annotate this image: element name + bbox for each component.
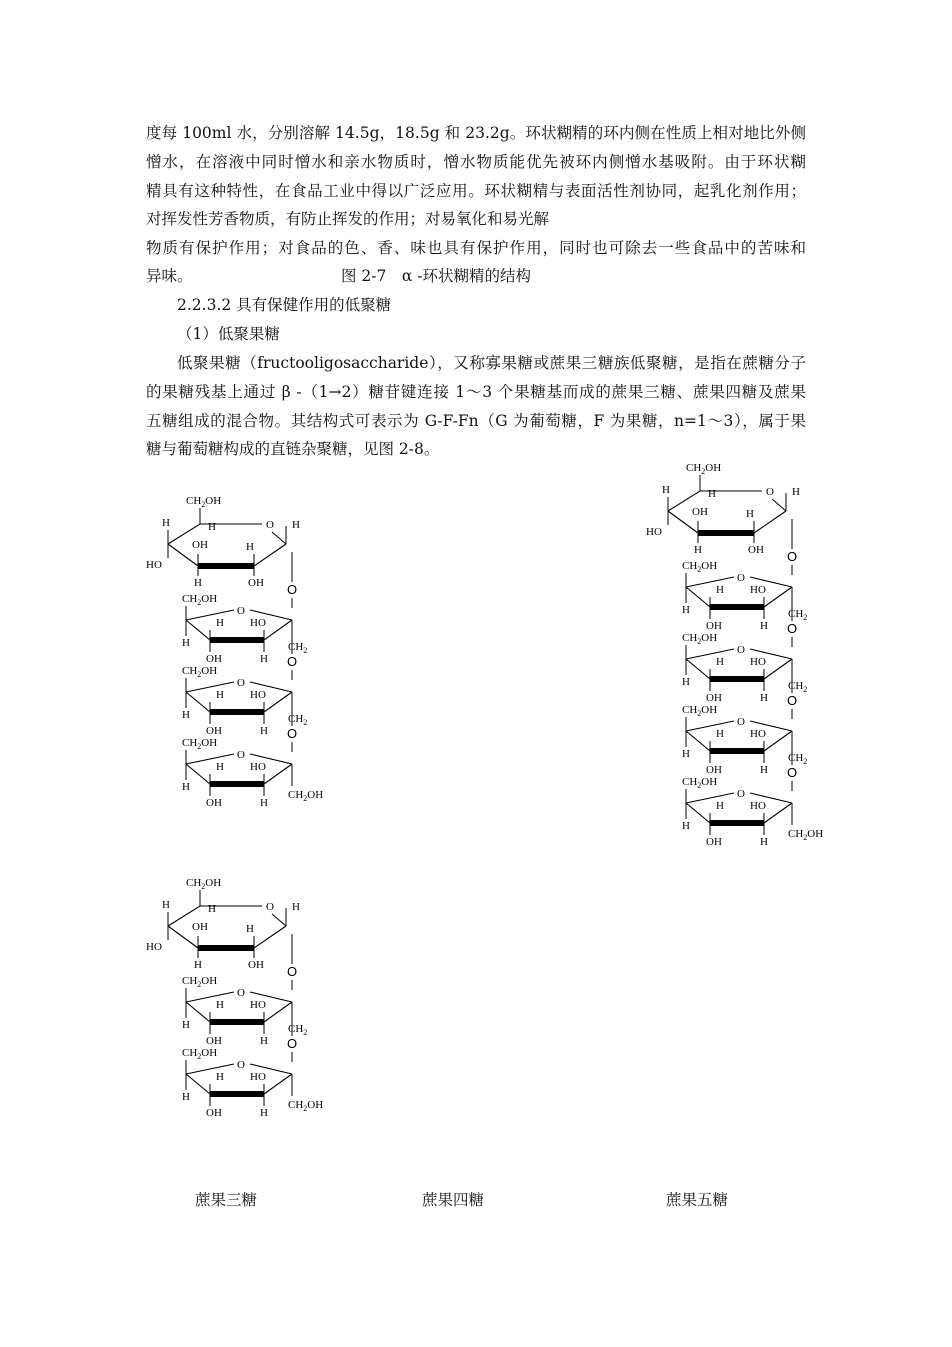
tetra-fru1-ch2oh: $CH_2OH$ (682, 632, 718, 646)
tri-link0-o: O (287, 582, 298, 597)
penta-fru0-ho3: HO (250, 999, 266, 1011)
tri-fru2-ring-right (264, 764, 292, 784)
caption-tetrasaccharide: 蔗果四糖 (422, 1191, 485, 1209)
tetra-fru2-h3: H (760, 764, 768, 776)
tetra-link2-o: O (787, 693, 798, 708)
tetra-fru2-ch2: $CH_2$ (788, 752, 808, 766)
penta-link1-o: O (287, 1036, 298, 1051)
tetra-fru1-h3: H (760, 692, 768, 704)
text-line-11: 五糖组成的混合物。其结构式可表示为 G-F-Fn（G 为葡萄糖，F 为果糖，n=1～3），属于果 (146, 412, 806, 430)
penta-fru1-oh4: OH (206, 1107, 222, 1119)
penta-glc-ho4: HO (146, 941, 162, 953)
tetra-fru0-ch2oh: $CH_2OH$ (682, 560, 718, 574)
tri-fru1-ring-right (264, 692, 292, 712)
penta-fru1-ring-left-o (186, 1064, 234, 1074)
tri-fru0-ring-left-o (186, 610, 234, 620)
tetra-fru1-ring-o: O (737, 644, 745, 656)
tri-fru2-h3: H (260, 797, 268, 809)
tri-glc-h5: H (208, 521, 216, 533)
tetra-fru3-ring-left-o (686, 793, 734, 803)
subsection-heading: （1）低聚果糖 (177, 325, 280, 343)
tri-glc-oh2: OH (248, 577, 264, 589)
tetra-link1-o: O (787, 621, 798, 636)
tetra-fru1-oh4: OH (706, 692, 722, 704)
tetra-fru0-ring-bold (710, 604, 764, 610)
penta-glc-h5: H (208, 903, 216, 915)
tetra-fru1-ring-right (764, 659, 792, 679)
tetra-fru3-ring-bold (710, 820, 764, 826)
tetra-fru3-ch2oh-c1: $CH_2OH$ (788, 828, 824, 842)
penta-glc-h1: H (292, 901, 300, 913)
tri-fru0-ring-o: O (237, 605, 245, 617)
tetra-link0-o: O (787, 549, 798, 564)
tetra-fru0-oh4: OH (706, 620, 722, 632)
tetra-fru0-ring-left-o (686, 577, 734, 587)
penta-glc-ch2oh: $CH_2OH$ (186, 877, 222, 891)
tetra-fru1-h4: H (716, 656, 724, 668)
structure-right (630, 455, 890, 855)
tetra-glc-ring-o: O (766, 486, 774, 498)
tri-fru1-h4: H (216, 689, 224, 701)
tetra-fru3-ring-o: O (737, 788, 745, 800)
tetra-fru3-ch2oh: $CH_2OH$ (682, 776, 718, 790)
caption-pentasaccharide: 蔗果五糖 (666, 1191, 729, 1209)
caption-trisaccharide: 蔗果三糖 (195, 1191, 258, 1209)
tetra-glc-ch2oh: $CH_2OH$ (686, 462, 722, 476)
penta-link0-o: O (287, 964, 298, 979)
tetra-fru3-h4: H (716, 800, 724, 812)
tetra-fru3-h3: H (760, 836, 768, 848)
tetra-fru2-oh4: OH (706, 764, 722, 776)
tetra-fru2-ch2oh: $CH_2OH$ (682, 704, 718, 718)
tri-fru2-ring-bold (210, 781, 264, 787)
tetra-fru3-ring-right (764, 803, 792, 823)
tetra-glc-oh2: OH (748, 544, 764, 556)
tri-fru1-h3: H (260, 725, 268, 737)
tetra-fru0-ring-right (764, 587, 792, 607)
tri-fru0-ch2oh: $CH_2OH$ (182, 593, 218, 607)
penta-fru0-h5: H (182, 1019, 190, 1031)
tetra-glc-ring-bold (698, 530, 754, 536)
text-line-4: 对挥发性芳香物质，有防止挥发的作用；对易氧化和易光解 (146, 210, 550, 228)
tri-fru2-oh4: OH (206, 797, 222, 809)
structure-left-bottom (130, 870, 370, 1150)
structure-left-top (130, 488, 390, 848)
tri-link1-o: O (287, 654, 298, 669)
tetra-fru0-ho3: HO (750, 584, 766, 596)
tri-fru0-h3: H (260, 653, 268, 665)
tetra-fru3-ho3: HO (750, 800, 766, 812)
tetra-fru3-h5: H (682, 820, 690, 832)
penta-glc-h4: H (162, 899, 170, 911)
tetra-link3-o: O (787, 765, 798, 780)
tetra-glc-h5: H (708, 488, 716, 500)
penta-fru1-ch2oh-c1: $CH_2OH$ (288, 1099, 324, 1113)
text-line-9: 低聚果糖（fructooligosaccharide），又称寡果糖或蔗果三糖族低聚糖，是指在蔗糖分子 (177, 354, 806, 372)
penta-glc-ring-o: O (266, 901, 274, 913)
tri-glc-h1: H (292, 519, 300, 531)
tetra-fru1-ch2: $CH_2$ (788, 680, 808, 694)
penta-fru1-ring-right (264, 1074, 292, 1094)
tri-glc-ring-o: O (266, 519, 274, 531)
figure-2-7-caption: 图 2-7 α -环状糊精的结构 (341, 267, 532, 285)
penta-glc-h3: H (194, 959, 202, 971)
tri-fru0-ring-bold (210, 637, 264, 643)
penta-fru0-ring-right (264, 1002, 292, 1022)
penta-fru1-ho3: HO (250, 1071, 266, 1083)
tri-fru0-ho3: HO (250, 617, 266, 629)
tetra-fru0-h3: H (760, 620, 768, 632)
tri-fru1-ch2: $CH_2$ (288, 713, 308, 727)
tetra-fru0-h4: H (716, 584, 724, 596)
penta-fru0-ring-bold (210, 1019, 264, 1025)
text-line-3: 精具有这种特性，在食品工业中得以广泛应用。环状糊精与表面活性剂协同，起乳化剂作用； (146, 182, 806, 200)
text-line-6: 异味。 (146, 267, 193, 285)
tetra-glc-h1: H (792, 486, 800, 498)
tri-glc-h4: H (162, 517, 170, 529)
penta-glc-oh2: OH (248, 959, 264, 971)
text-line-12: 糖与葡萄糖构成的直链杂聚糖，见图 2-8。 (146, 440, 440, 458)
tetra-fru1-h5: H (682, 676, 690, 688)
tri-link2-o: O (287, 726, 298, 741)
tri-fru1-h5: H (182, 709, 190, 721)
tri-glc-ring-right (254, 544, 286, 566)
penta-fru1-ring-bold (210, 1091, 264, 1097)
tetra-fru3-oh4: OH (706, 836, 722, 848)
tri-fru2-h5: H (182, 781, 190, 793)
tetra-fru2-h4: H (716, 728, 724, 740)
penta-fru1-ch2oh: $CH_2OH$ (182, 1047, 218, 1061)
tetra-fru0-h5: H (682, 604, 690, 616)
tri-glc-ch2oh: $CH_2OH$ (186, 495, 222, 509)
penta-fru0-ch2oh: $CH_2OH$ (182, 975, 218, 989)
tri-fru2-ring-left-o (186, 754, 234, 764)
section-heading: 2.2.3.2 具有保健作用的低聚糖 (177, 296, 392, 314)
tetra-fru1-ring-bold (710, 676, 764, 682)
penta-glc-h2: H (246, 923, 254, 935)
tri-glc-ho4: HO (146, 559, 162, 571)
penta-fru0-oh4: OH (206, 1035, 222, 1047)
tetra-glc-h4: H (662, 484, 670, 496)
tetra-fru2-ring-bold (710, 748, 764, 754)
tetra-glc-ho4: HO (646, 526, 662, 538)
penta-fru1-ring-o: O (237, 1059, 245, 1071)
tri-fru2-ring-o: O (237, 749, 245, 761)
penta-glc-ring-right (254, 926, 286, 948)
text-line-10: 的果糖残基上通过 β -（1→2）糖苷键连接 1～3 个果糖基而成的蔗果三糖、蔗果四糖及蔗果 (146, 383, 806, 401)
penta-fru0-ring-o: O (237, 987, 245, 999)
text-line-2: 憎水，在溶液中同时憎水和亲水物质时，憎水物质能优先被环内侧憎水基吸附。由于环状糊 (146, 153, 806, 171)
penta-fru1-h5: H (182, 1091, 190, 1103)
tri-glc-ring-o-c1 (272, 532, 286, 544)
tetra-glc-h3: H (694, 544, 702, 556)
tri-fru1-oh4: OH (206, 725, 222, 737)
tri-fru2-h4: H (216, 761, 224, 773)
tri-fru1-ho3: HO (250, 689, 266, 701)
tetra-fru1-ring-left-o (686, 649, 734, 659)
tri-fru2-ho3: HO (250, 761, 266, 773)
tetra-glc-ring-right (754, 511, 786, 533)
penta-glc-ring-bold (198, 945, 254, 951)
tetra-glc-ring-o-c1 (772, 499, 786, 511)
text-line-1: 度每 100ml 水，分别溶解 14.5g，18.5g 和 23.2g。环状糊精的环内侧在性质上相对地比外侧 (146, 124, 806, 142)
tetra-glc-h2: H (746, 508, 754, 520)
tri-fru1-ring-o: O (237, 677, 245, 689)
tetra-fru2-ring-o: O (737, 716, 745, 728)
tetra-fru2-ring-right (764, 731, 792, 751)
penta-glc-ring-o-c1 (272, 914, 286, 926)
tri-fru0-h4: H (216, 617, 224, 629)
tetra-fru1-ho3: HO (750, 656, 766, 668)
tetra-fru2-h5: H (682, 748, 690, 760)
penta-fru0-ch2: $CH_2$ (288, 1023, 308, 1037)
tri-glc-h2: H (246, 541, 254, 553)
tri-fru0-oh4: OH (206, 653, 222, 665)
tri-fru1-ring-left-o (186, 682, 234, 692)
tetra-fru0-ch2: $CH_2$ (788, 608, 808, 622)
penta-fru1-h4: H (216, 1071, 224, 1083)
tri-fru1-ring-bold (210, 709, 264, 715)
tri-fru2-ch2oh: $CH_2OH$ (182, 737, 218, 751)
tri-fru2-ch2oh-c1: $CH_2OH$ (288, 789, 324, 803)
tetra-fru0-ring-o: O (737, 572, 745, 584)
penta-glc-oh3: OH (192, 921, 208, 933)
tri-fru0-h5: H (182, 637, 190, 649)
tri-glc-h3: H (194, 577, 202, 589)
text-line-5: 物质有保护作用；对食品的色、香、味也具有保护作用，同时也可除去一些食品中的苦味和 (146, 239, 806, 257)
tri-fru0-ring-right (264, 620, 292, 640)
tri-glc-oh3: OH (192, 539, 208, 551)
tri-fru0-ch2: $CH_2$ (288, 641, 308, 655)
penta-fru1-h3: H (260, 1107, 268, 1119)
penta-fru0-ring-left-o (186, 992, 234, 1002)
penta-fru0-h4: H (216, 999, 224, 1011)
tri-fru1-ch2oh: $CH_2OH$ (182, 665, 218, 679)
tetra-fru2-ho3: HO (750, 728, 766, 740)
tetra-glc-oh3: OH (692, 506, 708, 518)
tetra-fru2-ring-left-o (686, 721, 734, 731)
penta-fru0-h3: H (260, 1035, 268, 1047)
tri-glc-ring-bold (198, 563, 254, 569)
